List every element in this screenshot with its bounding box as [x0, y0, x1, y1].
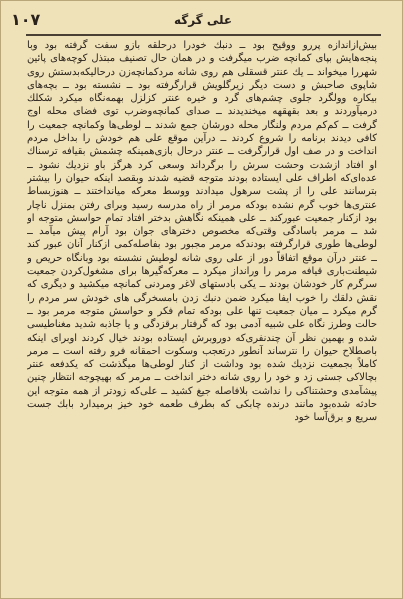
page-number: ۱۰۷ [11, 10, 41, 29]
header-divider [26, 34, 381, 36]
page-body-text: بیش‌ازاندازه پررو ووقیح بود ــ دنبك خودرا درحلقه بازو سفت گرفته بود وبا پنجه‌هایش بپای کمانچه ضرب میگرفت و در همان حال تصنیف مبتذل کوچه‌های پائین شهررا میخواند ــ یك عنتر قسقلی هم روی شانه مرد‌کمانچه‌زن درحالیکه‌بدستش روی شاپوی صاحبش و دست دیگر زیرگلویش قرارگرفته بود ــ نشسته بود ــ بچه‌های بیکاره وولگرد جلوی چشم‌های گرد و خیره عنتر کز‌لزل بهمه‌نگاه میکرد شکلك درمیآوردند و بعد بقهقهه میخندیدند ــ صدای کمانچه‌وضرب توی فضای محله اوج گرفت ــ کم‌کم مردم ولنگار محله دورشان جمع شدند ــ لوطی‌ها وکمانچه جمعیت را کافی دیدند برنامه را شروع کردند ــ درآین موقع علی هم خودش را بداخل مردم انداخت و در صف اول قرارگرفت ــ عنتر درحال بازی‌همینکه چشمش بقیافه ترسناك او افتاد ازشدت وحشت سرش را برگرداند وسعی کرد هرگز باو نزدیك نشود ــ عده‌ای‌که اطراف علی ایستاده بودند متوجه قضیه شدند وبقصد اینکه حیوان را بیشتر بترسانند علی را از پشت سرهول میدادند ووسط معرکه میاندا‌ختند ــ هنوزبساط عنتری‌ها خوب گرم نشده بودکه مرمر از راه مدرسه رسید وبرای رفتن بمنزل ناچار بود ازکنار جمعیت عبورکند ــ علی همینکه نگاهش بدختر افتاد تمام حواسش متوجه او شد ــ مرمر باسادگی وقتی‌که مخصوص دختر‌های جوان بود آرام پیش میآمد ــ لوطی‌ها طوری قرارگرفته بودندکه مرمر مجبور بود بفاصله‌کمی ازکنار آنان عبور کند ــ عنتر درآن موقع اتفاقاً دور از علی روی شانه لوطیش نشسته بود وبانگاه حریص و شیطنت‌باری قیافه مرمر را ورانداز میکرد ــ معرکه‌گیرها برای مشغول‌کردن جمعیت سرگرم کار خودشان بودند ــ یکی بادستهای لاغر ومردنی کمانچه میکشید و دیگری که نقش دلقك را خوب ایفا میکرد ضمن دنبك زدن بامسخرگی های خودش سر مردم را گرم میکرد ــ میان جمعیت تنها علی بودکه تمام فکر و حواسش متوجه مرمر بود ــ حالت وطرز نگاه علی شبیه آدمی بود که گرفتار برقزدگی و یا جاذبه شدید مغناطیسی شده و بهمین نظر آن چندنفری‌که دوروبرش ایستاده بودند خیال کردند اوبرای اینکه باصطلاح حیوان را نترساند آنطور درتعجب وسکوت احمقانه فرو رفته است ــ مرمر کاملاً بجمعیت نزدیك شده بود وداشت از کنار لوطی‌ها میگذشت که یکدفعه عنتر بچالاکی جستی زد و خود را روی شانه دختر انداخت ــ مرمر که بهیچوجه انتظار چنین پیشآمدی وحشتناکی را نداشت بلافاصله جیغ کشید ــ علی‌که زودتر از همه متوجه این حادثه شده‌بود مانند درنده چابکی که بطرف طعمه خود خیز برمیدارد بابك جست سریع و برق‌آسا خود [27, 40, 377, 424]
running-header-title: علی گرگه [173, 13, 233, 27]
